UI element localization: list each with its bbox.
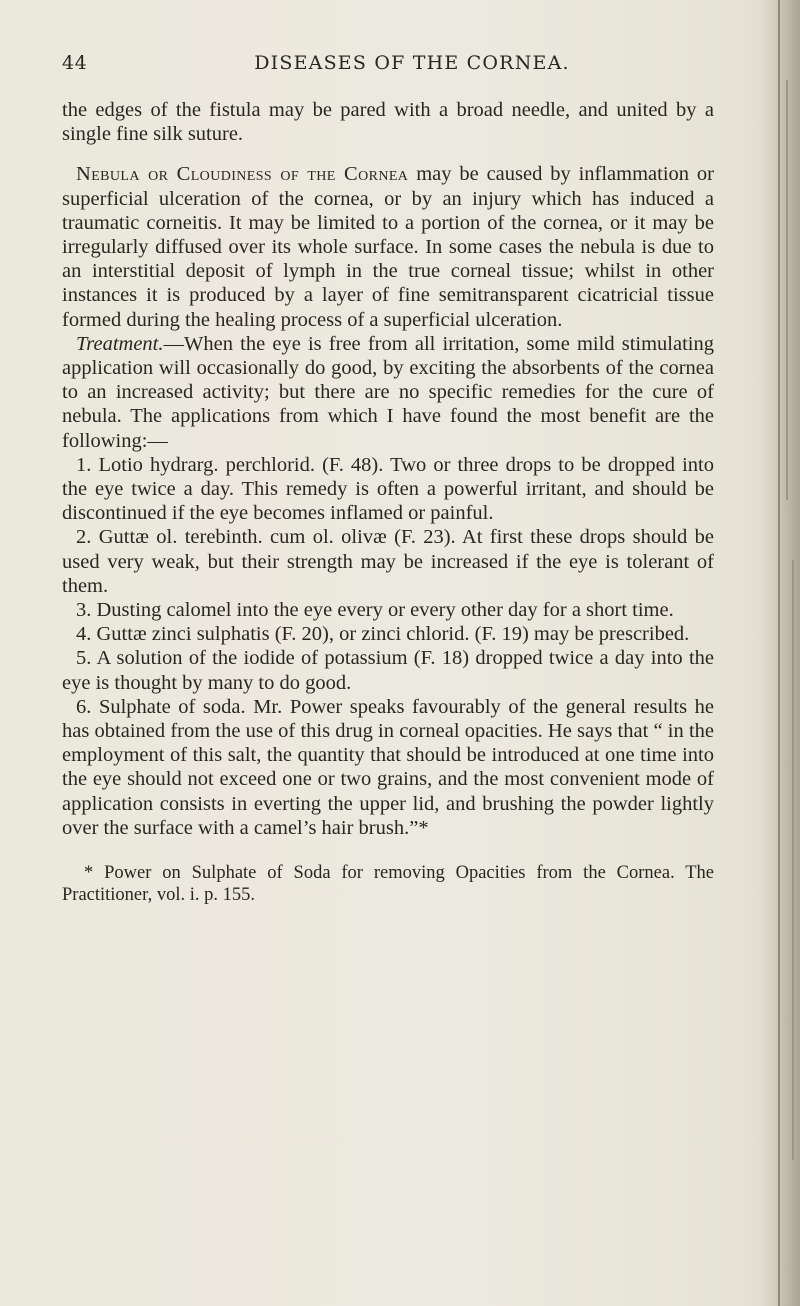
page-edge-line <box>778 0 780 1306</box>
page-number: 44 <box>62 52 88 74</box>
page-header <box>62 52 746 80</box>
list-item: 3. Dusting calomel into the eye every or every other day for a short time. <box>76 599 674 622</box>
list-item: 6. Sulphate of soda. Mr. Power speaks favourably of the general results he has obtained from the use of this drug in corneal opacities. He says that “ in the employment of this salt, the quantity that should be introduced at one time into the eye should not exceed one or two grains, and the most convenient mode of application consists in everting the upper lid, and brushing the powder lightly over the surface with a camel’s hair brush.”* <box>62 695 714 839</box>
page-edge-line <box>786 80 788 500</box>
treatment-heading: Treatment. <box>76 332 164 355</box>
footnote: * Power on Sulphate of Soda for removing Opacities from the Cornea. The Practitioner, vol. i. p. 155. <box>62 863 714 906</box>
paragraph-treatment: Treatment.—When the eye is free from all irritation, some mild stimulating application will occasionally do good, by exciting the absorbents of the cornea to an increased activity; but there are no specific remedies for the cure of nebula. The applications from which I have found the most benefit are the following:— <box>62 332 714 452</box>
body-text <box>62 98 714 906</box>
list-item: 4. Guttæ zinci sulphatis (F. 20), or zinci chlorid. (F. 19) may be prescribed. <box>76 623 690 646</box>
paragraph: the edges of the fistula may be pared with a broad needle, and united by a single fine silk suture. <box>62 99 714 146</box>
section-lead: Nebula or Cloudiness of the Cornea <box>76 163 409 186</box>
page-edge-line <box>792 560 794 1160</box>
paragraph-nebula: Nebula or Cloudiness of the Cornea may be caused by inflammation or superficial ulceration of the cornea, or by an injury which has induced a traumatic corneitis. It may be limited to a portion of the cornea, or it may be irregularly diffused over its whole surface. In some cases the nebula is due to an interstitial deposit of lymph in the true corneal tissue; whilst in other instances it is produced by a layer of fine semitransparent cicatricial tissue formed during the healing process of a superficial ulceration. <box>62 163 714 331</box>
list-item: 2. Guttæ ol. terebinth. cum ol. olivæ (F. 23). At first these drops should be used very weak, but their strength may be increased if the eye is tolerant of them. <box>62 526 714 597</box>
list-item: 1. Lotio hydrarg. perchlorid. (F. 48). Two or three drops to be dropped into the eye twice a day. This remedy is often a powerful irritant, and should be discontinued if the eye becomes inflamed or painful. <box>62 453 714 525</box>
page-edge-shadow <box>758 0 800 1306</box>
list-item: 5. A solution of the iodide of potassium (F. 18) dropped twice a day into the eye is thought by many to do good. <box>62 647 714 694</box>
running-head: DISEASES OF THE CORNEA. <box>254 52 570 74</box>
